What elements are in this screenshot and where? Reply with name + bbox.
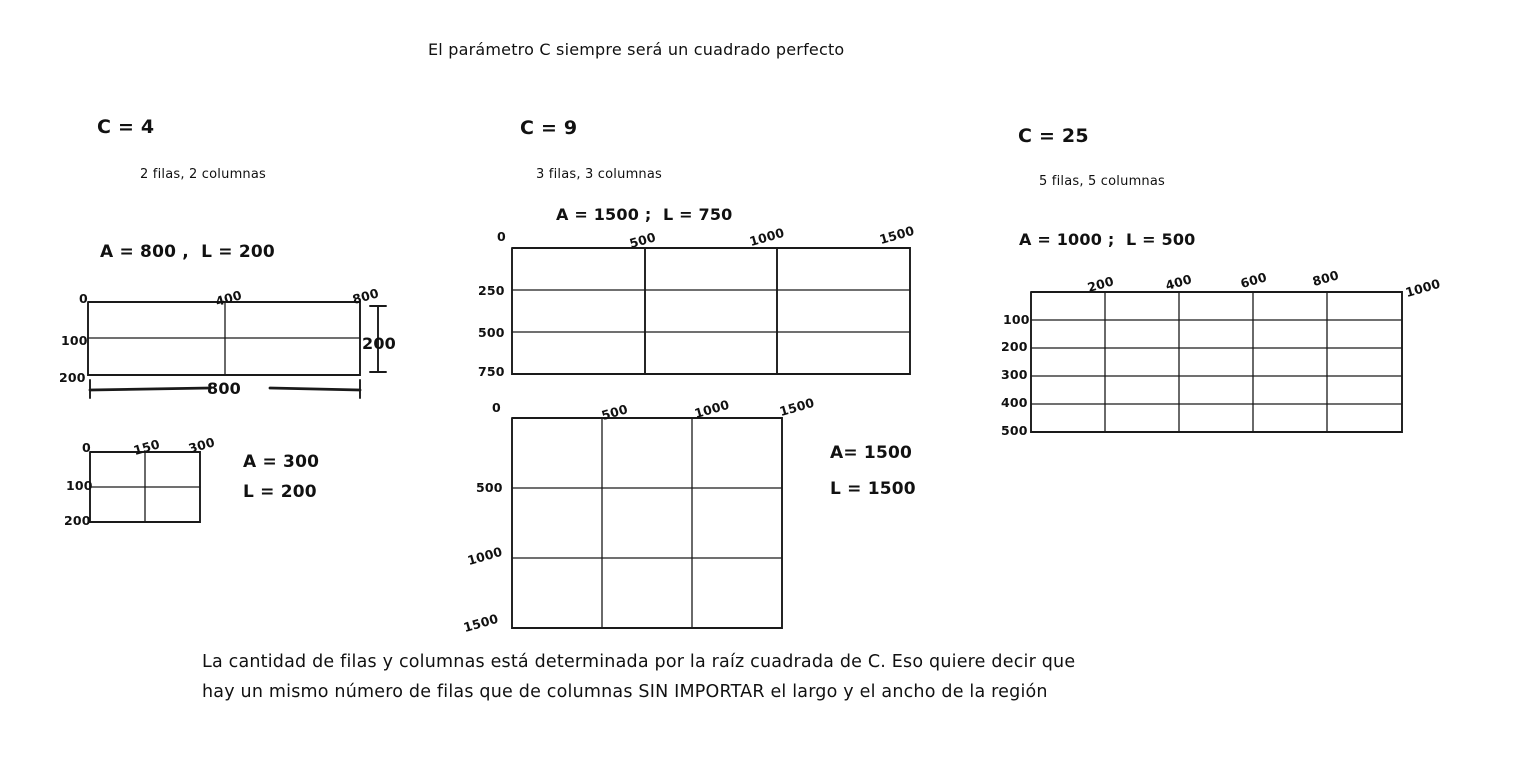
figure-c9-wide <box>480 230 930 390</box>
figure-c4-small-xtick-1: 150 <box>131 436 162 459</box>
figure-c4-small-ytick-2: 200 <box>64 513 91 528</box>
example-1-subtitle: 2 filas, 2 columnas <box>140 167 267 182</box>
example-1-title: C = 4 <box>97 116 155 138</box>
figure-c4-wide-xtick-1: 400 <box>213 287 244 310</box>
figure-c25-wide-xtick-3: 800 <box>1310 267 1341 290</box>
figure-c4-wide-height-label: 200 <box>362 334 396 353</box>
example-3-subtitle: 5 filas, 5 columnas <box>1039 174 1166 189</box>
figure-c25-wide-xtick-2: 600 <box>1238 269 1269 292</box>
figure-c25-wide-xtick-4: 1000 <box>1403 275 1443 301</box>
figure-c9-square-xtick-3: 1500 <box>777 394 817 420</box>
figure-c4-wide-xtick-0: 0 <box>79 291 88 306</box>
figure-c4-small-ytick-1: 100 <box>66 478 93 493</box>
figure-c9-square-xtick-0: 0 <box>492 400 501 415</box>
figure-c25-wide <box>1000 275 1430 455</box>
figure-c4-wide-formula: A = 800 , L = 200 <box>100 242 275 262</box>
figure-c25-wide-xtick-1: 400 <box>1163 271 1194 294</box>
figure-c9-wide-xtick-3: 1500 <box>877 222 917 248</box>
figure-c9-wide-xtick-1: 500 <box>627 229 658 252</box>
figure-c4-small-length-label: L = 200 <box>243 482 317 502</box>
footer-line-2: hay un mismo número de filas que de columnas SIN IMPORTAR el largo y el ancho de la región <box>202 682 1048 702</box>
figure-c9-wide-xtick-0: 0 <box>497 229 506 244</box>
figure-c9-wide-ytick-1: 250 <box>478 283 505 298</box>
figure-c9-wide-ytick-2: 500 <box>478 325 505 340</box>
example-3-title: C = 25 <box>1018 125 1089 147</box>
figure-c9-square-ytick-3: 1500 <box>461 610 501 636</box>
figure-c9-square-ytick-2: 1000 <box>465 543 505 569</box>
figure-c4-wide-ytick-1: 100 <box>61 333 88 348</box>
figure-c4-small-xtick-0: 0 <box>82 440 91 455</box>
figure-c4-wide-xtick-2: 800 <box>350 285 381 308</box>
figure-c25-wide-ytick-0: 100 <box>1003 312 1030 327</box>
figure-c4-wide-width-label: 800 <box>207 379 241 398</box>
figure-c4-small-xtick-2: 300 <box>186 434 217 457</box>
figure-c25-wide-formula: A = 1000 ; L = 500 <box>1019 230 1196 249</box>
figure-c25-wide-ytick-1: 200 <box>1001 339 1028 354</box>
example-2-title: C = 9 <box>520 117 578 139</box>
figure-c9-wide-xtick-2: 1000 <box>747 224 787 250</box>
figure-c25-wide-ytick-3: 400 <box>1001 395 1028 410</box>
figure-c4-wide-ytick-2: 200 <box>59 370 86 385</box>
footer-line-1: La cantidad de filas y columnas está determinada por la raíz cuadrada de C. Eso quiere decir que <box>202 652 1076 672</box>
figure-c9-square-xtick-1: 500 <box>599 401 630 424</box>
header-note: El parámetro C siempre será un cuadrado perfecto <box>428 40 845 59</box>
figure-c25-wide-ytick-2: 300 <box>1001 367 1028 382</box>
figure-c9-square-ytick-1: 500 <box>476 480 503 495</box>
figure-c25-wide-ytick-4: 500 <box>1001 423 1028 438</box>
example-2-subtitle: 3 filas, 3 columnas <box>536 167 663 182</box>
figure-c9-wide-ytick-3: 750 <box>478 364 505 379</box>
figure-c9-square <box>480 400 820 640</box>
figure-c9-square-area-label: A= 1500 <box>830 443 913 463</box>
figure-c9-wide-formula: A = 1500 ; L = 750 <box>556 205 733 224</box>
figure-c9-square-xtick-2: 1000 <box>692 396 732 422</box>
figure-c9-square-length-label: L = 1500 <box>830 479 916 499</box>
figure-c25-wide-xtick-0: 200 <box>1085 273 1116 296</box>
figure-c4-small-area-label: A = 300 <box>243 452 320 472</box>
